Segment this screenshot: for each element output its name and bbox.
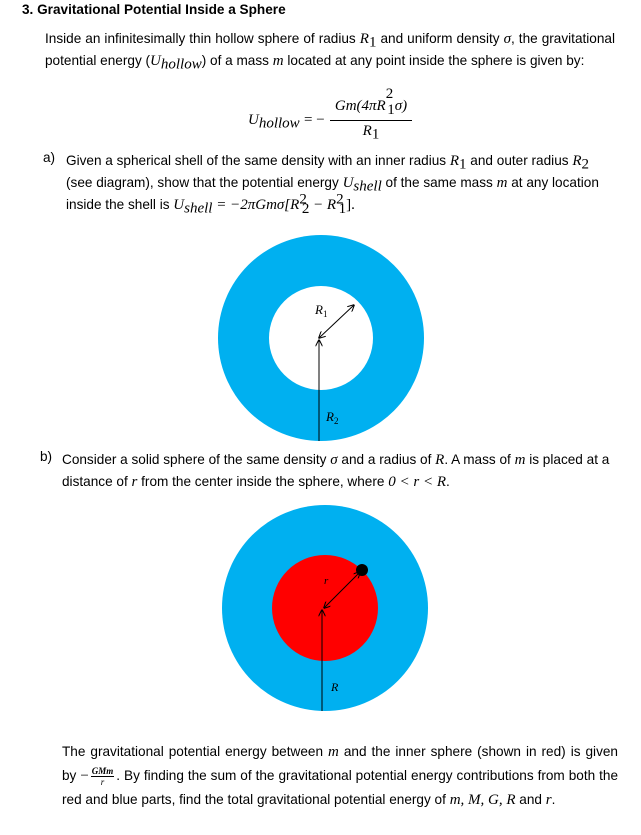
R-label: R — [331, 680, 339, 694]
intro-paragraph: Inside an infinitesimally thin hollow sphere of radius $R_1$ and uniform density σ, the gravitational potential energy $(U_{hollow})$ of a mass m located at any point inside the sphere is given by: — [45, 31, 616, 73]
solid-sphere-diagram — [222, 505, 428, 711]
shell-diagram — [218, 235, 424, 441]
part-a-label: a) — [43, 150, 56, 165]
r-label: r — [324, 575, 329, 587]
gmm-over-r-fraction: GMm r — [91, 765, 114, 787]
part-a-text: Given a spherical shell of the same density with an inner radius $R_1$ and outer radius $R_2$ (see diagram), show that the potential energy $U_{shell}$ of the same mass m at any location inside the shell is $U_{shell} = -2\pi Gm\sigma[R^2_2 - R^2_1]$. — [66, 153, 599, 217]
part-b-text: Consider a solid sphere of the same density σ and a radius of R. A mass of m is placed at a distance of r from the center inside the sphere, where 0 < r < R. — [62, 452, 610, 490]
part-b-continuation: The gravitational potential energy between m and the inner sphere (shown in red) is given by − GMm r . By finding the sum of the gravitational potential energy contributions from both the red and blue parts, find the total gravitational potential energy of m, M, G, R and r. — [62, 744, 619, 808]
r1-label: $R_1$ — [315, 302, 328, 319]
mass-point — [356, 564, 368, 576]
r2-label: $R_2$ — [326, 409, 339, 426]
hollow-sphere-formula: $U_{hollow}$ = − $Gm(4\pi R^2_1\sigma)$ $R_1$ — [248, 98, 418, 144]
part-b-label: b) — [40, 449, 53, 464]
question-heading: 3. Gravitational Potential Inside a Sphere — [22, 2, 286, 17]
